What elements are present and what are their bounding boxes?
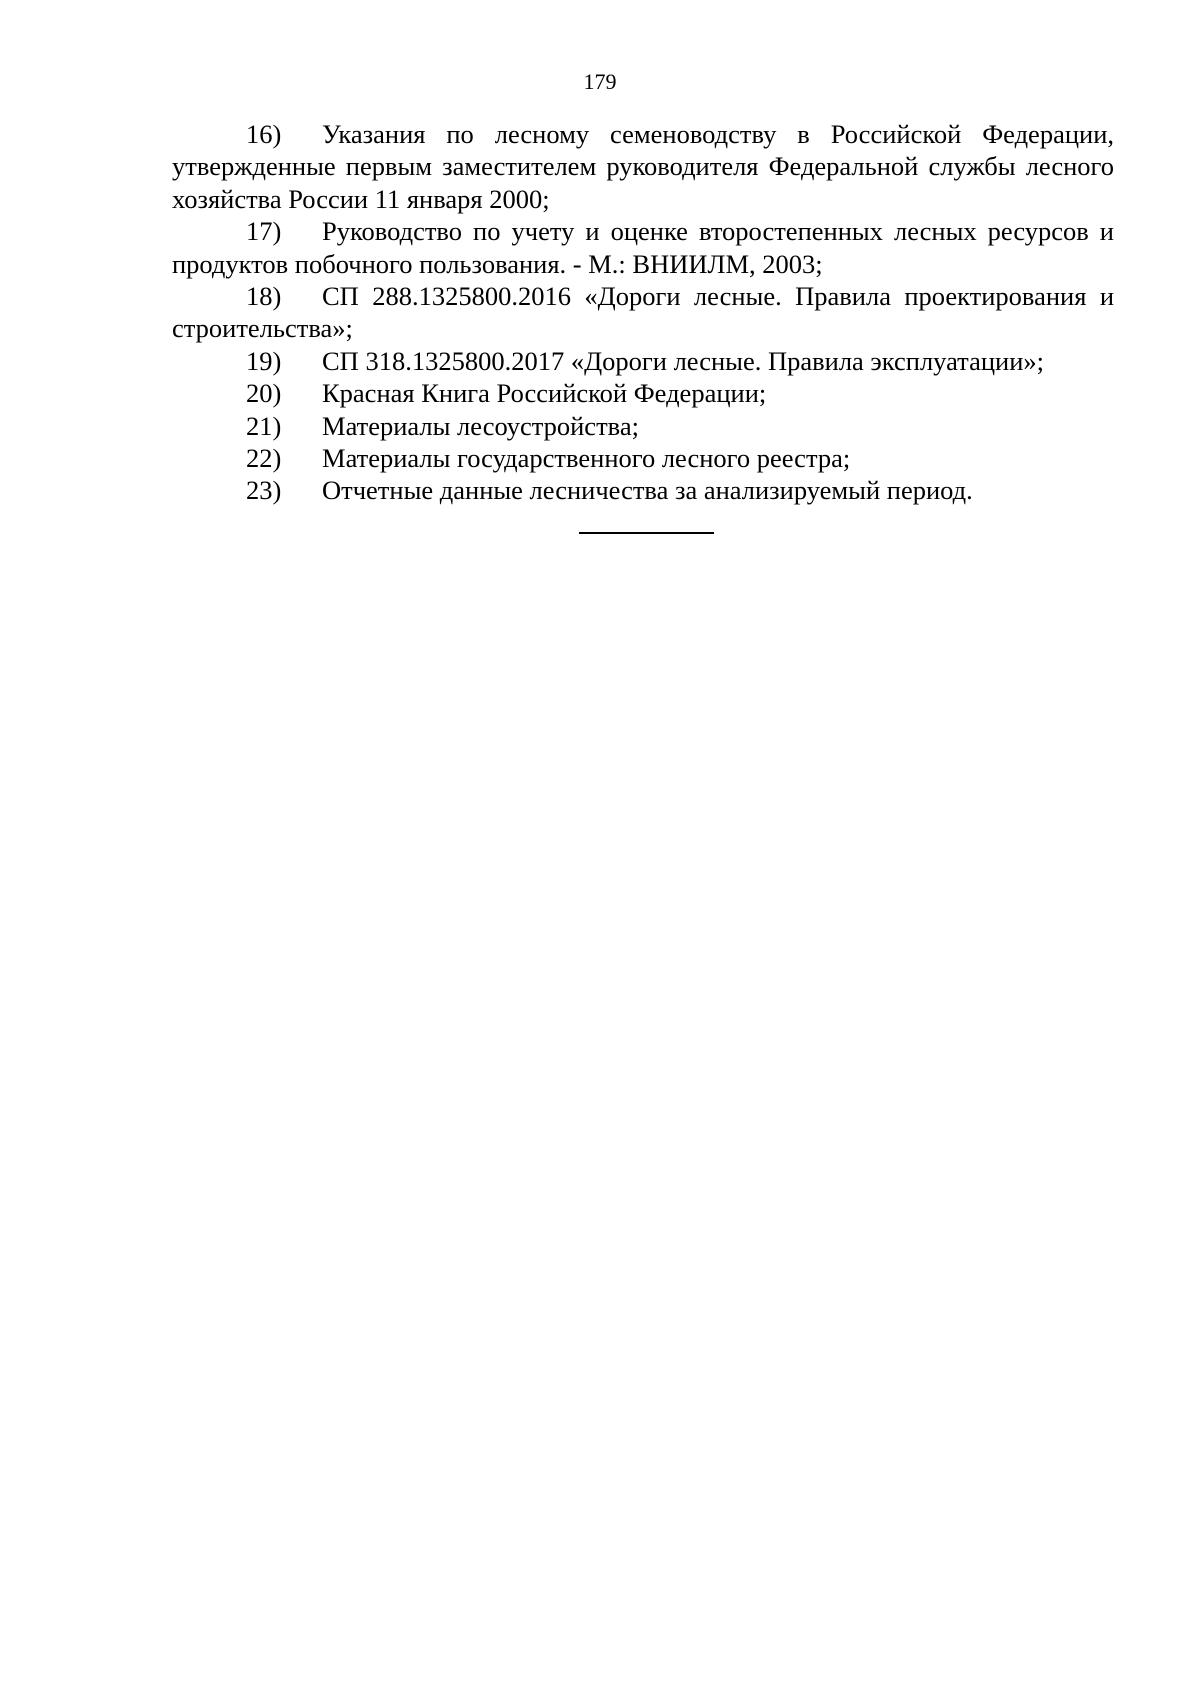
list-item-text: Красная Книга Российской Федерации; [322,378,767,409]
list-item-number: 20) [246,378,282,409]
list-item [172,118,1114,215]
end-divider [579,532,714,534]
list-item [172,280,1114,345]
list-item-text: Материалы государственного лесного реестра; [322,443,851,474]
list-item [172,442,1114,474]
list-item-text: СП 318.1325800.2017 «Дороги лесные. Правила эксплуатации»; [322,345,1044,376]
list-item-text: СП 288.1325800.2016 «Дороги лесные. Правила проектирования и строительства»; [172,281,1114,344]
list-item-text: Указания по лесному семеноводству в Российской Федерации, утвержденные первым заместителем руководителя Федеральной службы лесного хозяйства России 11 января 2000; [172,119,1114,214]
list-item [172,410,1114,442]
list-item-text: Материалы лесоустройства; [322,410,639,441]
list-item-text: Отчетные данные лесничества за анализируемый период. [322,475,973,506]
list-item [172,345,1114,377]
list-item-number: 21) [246,410,282,441]
list-item-text: Руководство по учету и оценке второстепенных лесных ресурсов и продуктов побочного пользования. - М.: ВНИИЛМ, 2003; [172,216,1114,279]
list-item-number: 17) [246,216,282,247]
list-item-number: 19) [246,345,282,376]
reference-list [172,118,1114,507]
list-item [172,215,1114,280]
list-item [172,377,1114,409]
page-number: 179 [583,69,617,94]
list-item-number: 18) [246,281,282,312]
list-item-number: 16) [246,119,282,149]
list-item-number: 23) [246,475,282,506]
list-item-number: 22) [246,443,282,474]
list-item [172,474,1114,506]
